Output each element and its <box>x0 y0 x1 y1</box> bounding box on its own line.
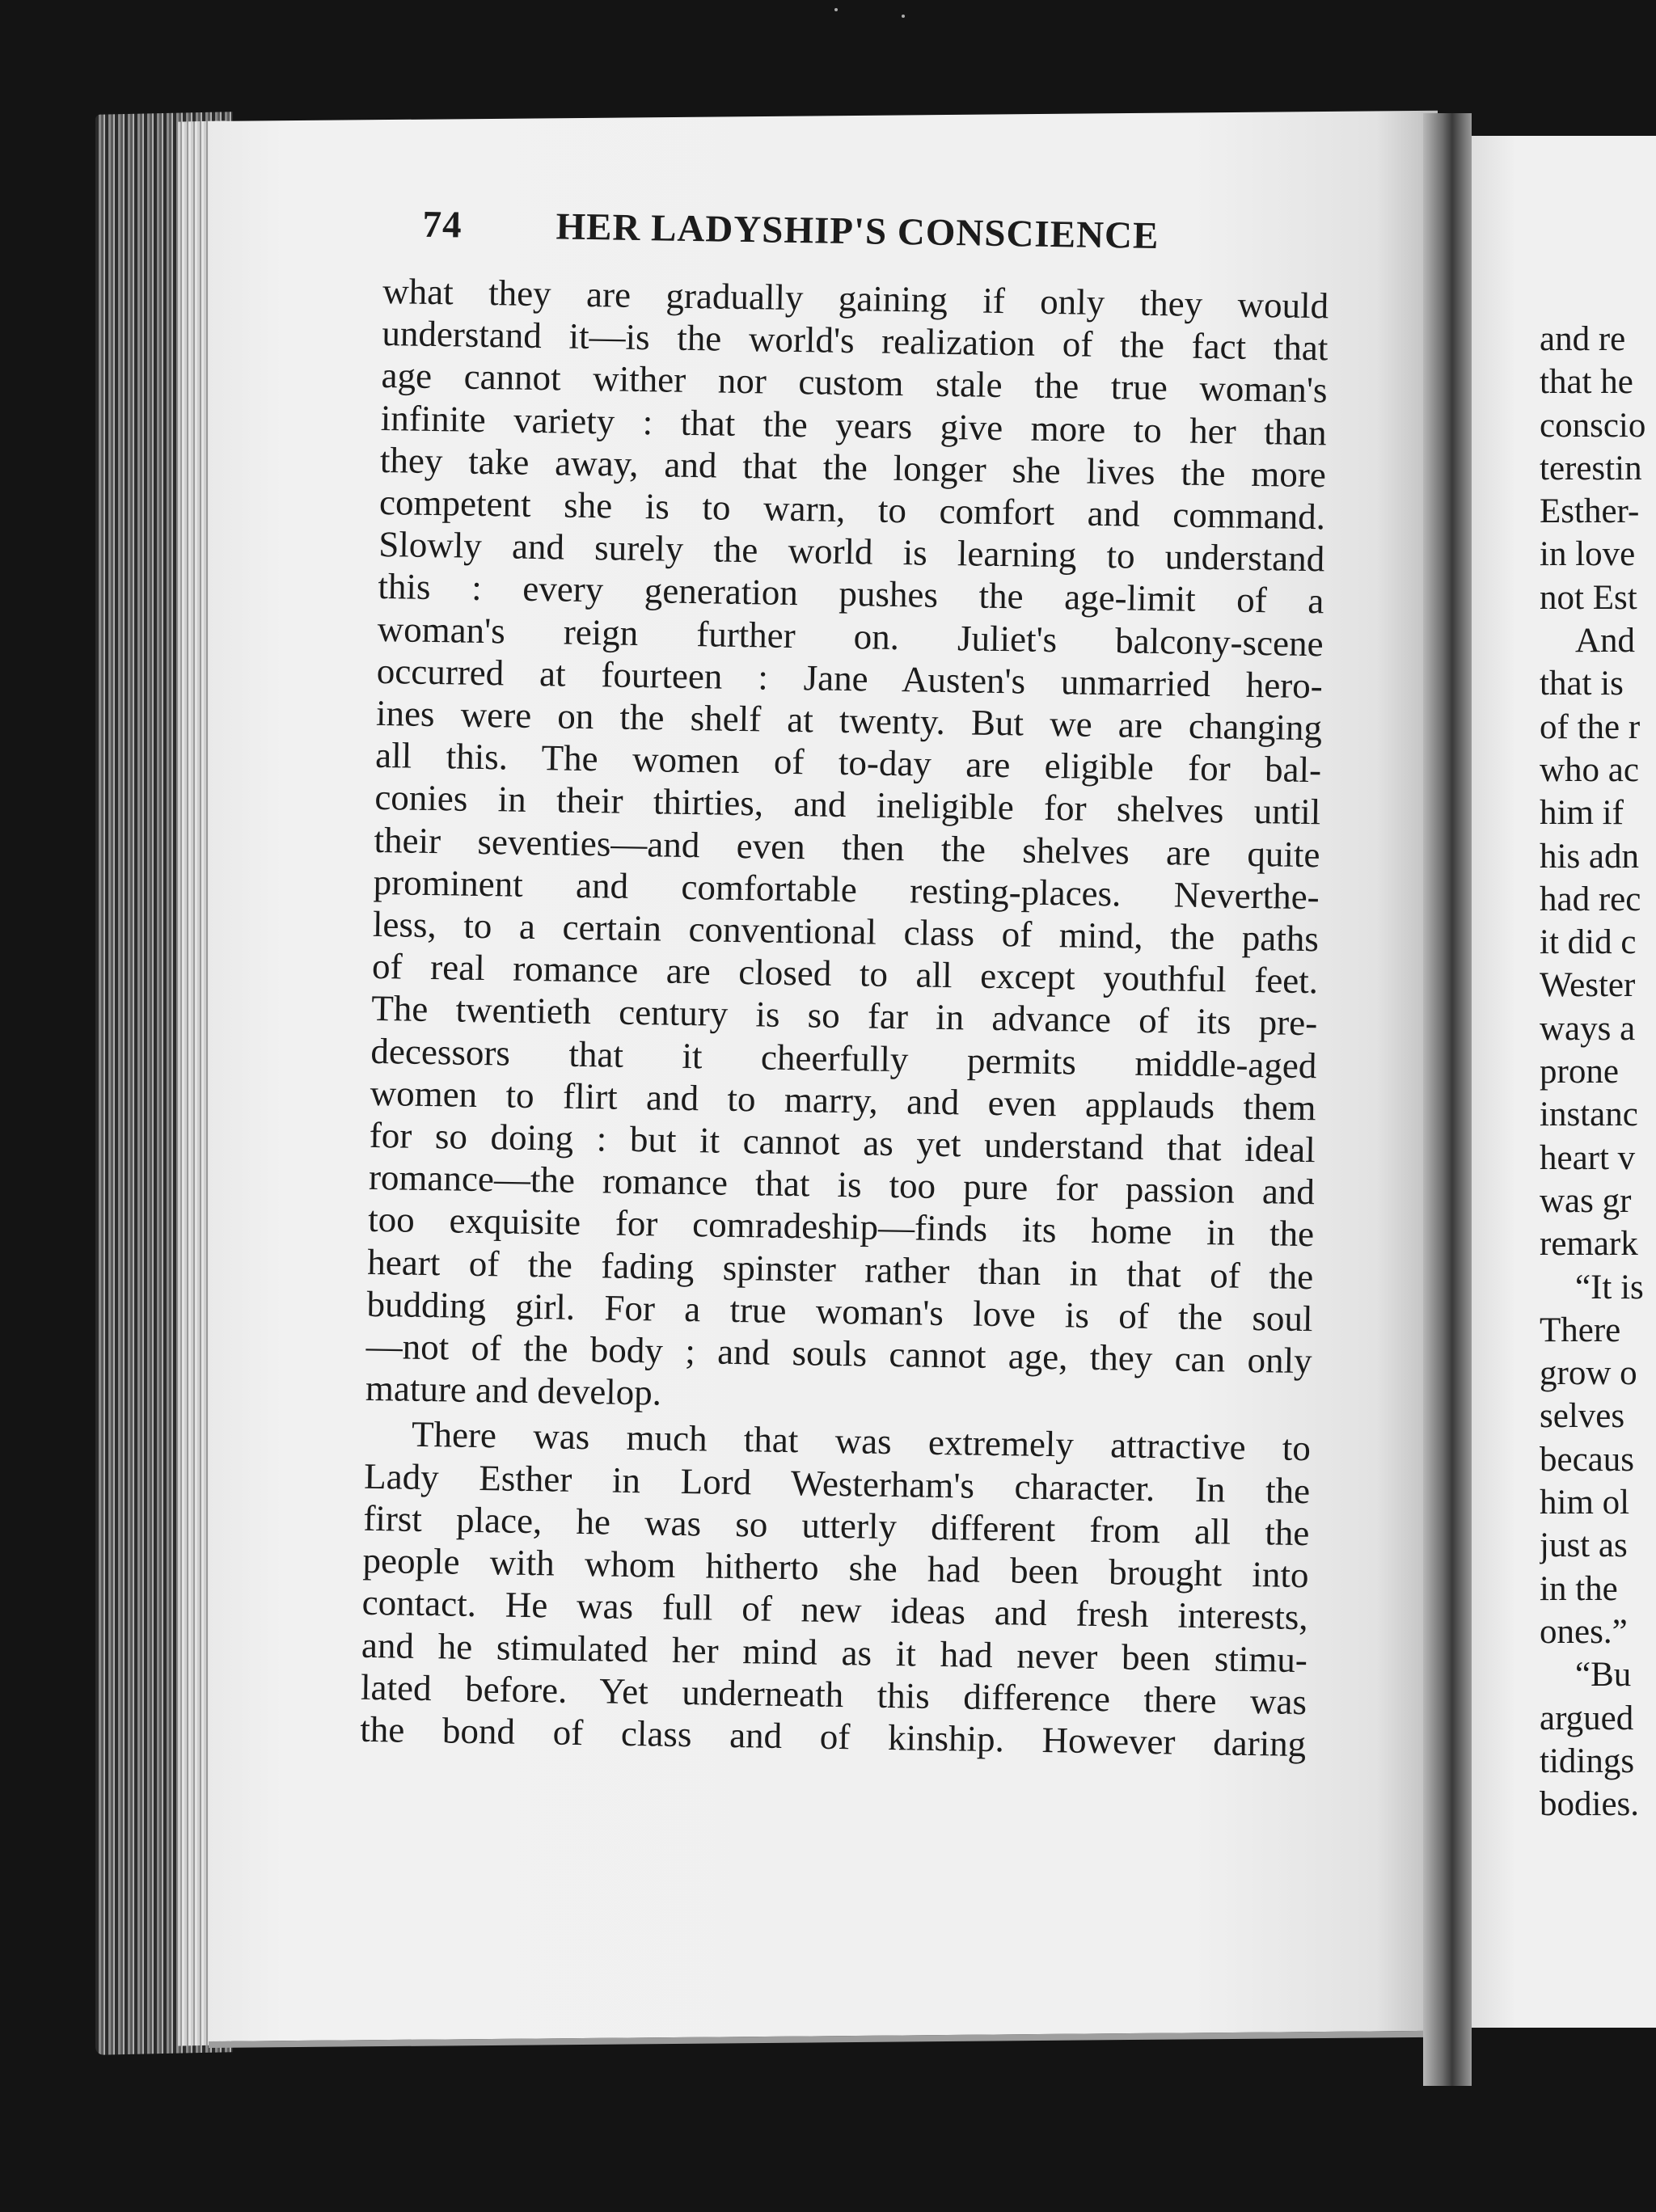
page-number: 74 <box>422 203 463 247</box>
text-line: prone <box>1540 1053 1619 1091</box>
text-line: was gr <box>1540 1181 1632 1220</box>
text-line: There <box>1540 1311 1621 1349</box>
text-line: in the <box>1540 1569 1618 1608</box>
text-line: ones.” <box>1540 1612 1628 1651</box>
text-line: first place, he was so utterly different from all the <box>363 1497 1310 1554</box>
text-line: competent she is to warn, to comfort and command. <box>378 481 1326 538</box>
text-line: contact. He was full of new ideas and fresh interests, <box>361 1582 1309 1638</box>
paragraph <box>365 270 1329 1425</box>
text-line: Lady Esther in Lord Westerham's character. In the <box>363 1455 1311 1511</box>
text-line: not Est <box>1540 578 1637 617</box>
text-line: heart of the fading spinster rather than in that of the <box>367 1241 1314 1297</box>
dust-speck <box>834 8 838 11</box>
text-line: lated before. Yet underneath this difference there was <box>360 1666 1307 1722</box>
text-line: and he stimulated her mind as it had never been stimu- <box>361 1624 1308 1680</box>
text-line: prominent and comfortable resting-places. Neverthe- <box>373 861 1320 918</box>
text-line: age cannot wither nor custom stale the true woman's <box>381 355 1328 411</box>
text-line: all this. The women of to-day are eligible for bal- <box>374 735 1322 791</box>
text-line: him if <box>1540 794 1624 833</box>
text-line: this : every generation pushes the age-limit of a <box>378 566 1324 622</box>
text-line: heart v <box>1540 1138 1636 1177</box>
text-line: Wester <box>1540 966 1636 1005</box>
text-line: for so doing : but it cannot as yet understand that ideal <box>369 1114 1316 1171</box>
text-line: occurred at fourteen : Jane Austen's unmarried hero- <box>376 650 1324 707</box>
text-line: becaus <box>1540 1440 1634 1479</box>
text-line: woman's reign further on. Juliet's balcony-scene <box>377 608 1324 664</box>
text-line: grow o <box>1540 1354 1637 1393</box>
text-line: “Bu <box>1575 1656 1632 1695</box>
text-line: less, to a certain conventional class of mind, the paths <box>372 903 1320 960</box>
text-line: their seventies—and even then the shelves are quite <box>374 819 1320 875</box>
text-line: ines were on the shelf at twenty. But we are changing <box>375 692 1323 749</box>
text-line: infinite variety : that the years give more to her than <box>380 397 1328 453</box>
text-line: romance—the romance that is too pure for passion and <box>368 1157 1316 1213</box>
dust-speck <box>902 15 905 18</box>
text-line: budding girl. For a true woman's love is of the soul <box>366 1283 1313 1340</box>
text-line: remark <box>1540 1225 1638 1264</box>
text-line: his adn <box>1540 837 1640 876</box>
running-title: HER LADYSHIP'S CONSCIENCE <box>556 205 1160 258</box>
text-line: women to flirt and to marry, and even applauds them <box>370 1072 1316 1129</box>
text-line: what they are gradually gaining if only they would <box>382 270 1329 327</box>
text-line: conies in their thirties, and ineligible for shelves until <box>374 777 1321 833</box>
text-line: ways a <box>1540 1009 1636 1048</box>
text-line: and re <box>1540 320 1626 358</box>
text-line: had rec <box>1540 880 1641 918</box>
text-line: And <box>1575 622 1636 661</box>
book-gutter <box>1423 113 1472 2086</box>
text-line: that is <box>1540 665 1624 703</box>
text-line: terestin <box>1540 449 1642 488</box>
dust-speck <box>1215 113 1218 116</box>
text-line: that he <box>1540 363 1633 402</box>
text-line: of the r <box>1540 707 1641 746</box>
text-line: understand it—is the world's realization of the fact that <box>382 313 1329 369</box>
text-line: him ol <box>1540 1484 1630 1522</box>
text-line: of real romance are closed to all except youthful feet. <box>371 946 1319 1002</box>
text-line: tidings <box>1540 1741 1635 1780</box>
text-line: the bond of class and of kinship. However daring <box>359 1708 1307 1765</box>
body-text <box>360 270 1329 1765</box>
right-page-text <box>1540 318 1656 1826</box>
text-line: bodies. <box>1540 1785 1640 1824</box>
text-line: in love <box>1540 535 1636 574</box>
text-line: —not of the body ; and souls cannot age, they can only <box>365 1325 1313 1382</box>
text-line: too exquisite for comradeship—finds its home in the <box>367 1199 1315 1255</box>
text-line: just as <box>1540 1526 1628 1565</box>
text-line: selves <box>1540 1397 1625 1436</box>
text-line: instanc <box>1540 1095 1638 1134</box>
text-line: “It is <box>1575 1268 1644 1307</box>
text-line: decessors that it cheerfully permits middle-aged <box>370 1030 1317 1086</box>
text-line: people with whom hitherto she had been brought into <box>362 1539 1309 1596</box>
text-line: mature and develop. <box>365 1368 662 1413</box>
text-line: they take away, and that the longer she lives the more <box>379 439 1327 496</box>
text-line: who ac <box>1540 750 1639 789</box>
text-line: conscio <box>1540 406 1646 445</box>
paragraph <box>360 1412 1311 1765</box>
text-line: Esther- <box>1540 492 1640 531</box>
text-line: The twentieth century is so far in advance of its pre- <box>370 988 1318 1044</box>
left-page-text <box>360 202 1330 1768</box>
text-line: Slowly and surely the world is learning to understand <box>378 524 1325 580</box>
text-line: There was much that was extremely attractive to <box>411 1414 1312 1469</box>
text-line: argued <box>1540 1699 1634 1737</box>
text-line: it did c <box>1540 923 1637 962</box>
